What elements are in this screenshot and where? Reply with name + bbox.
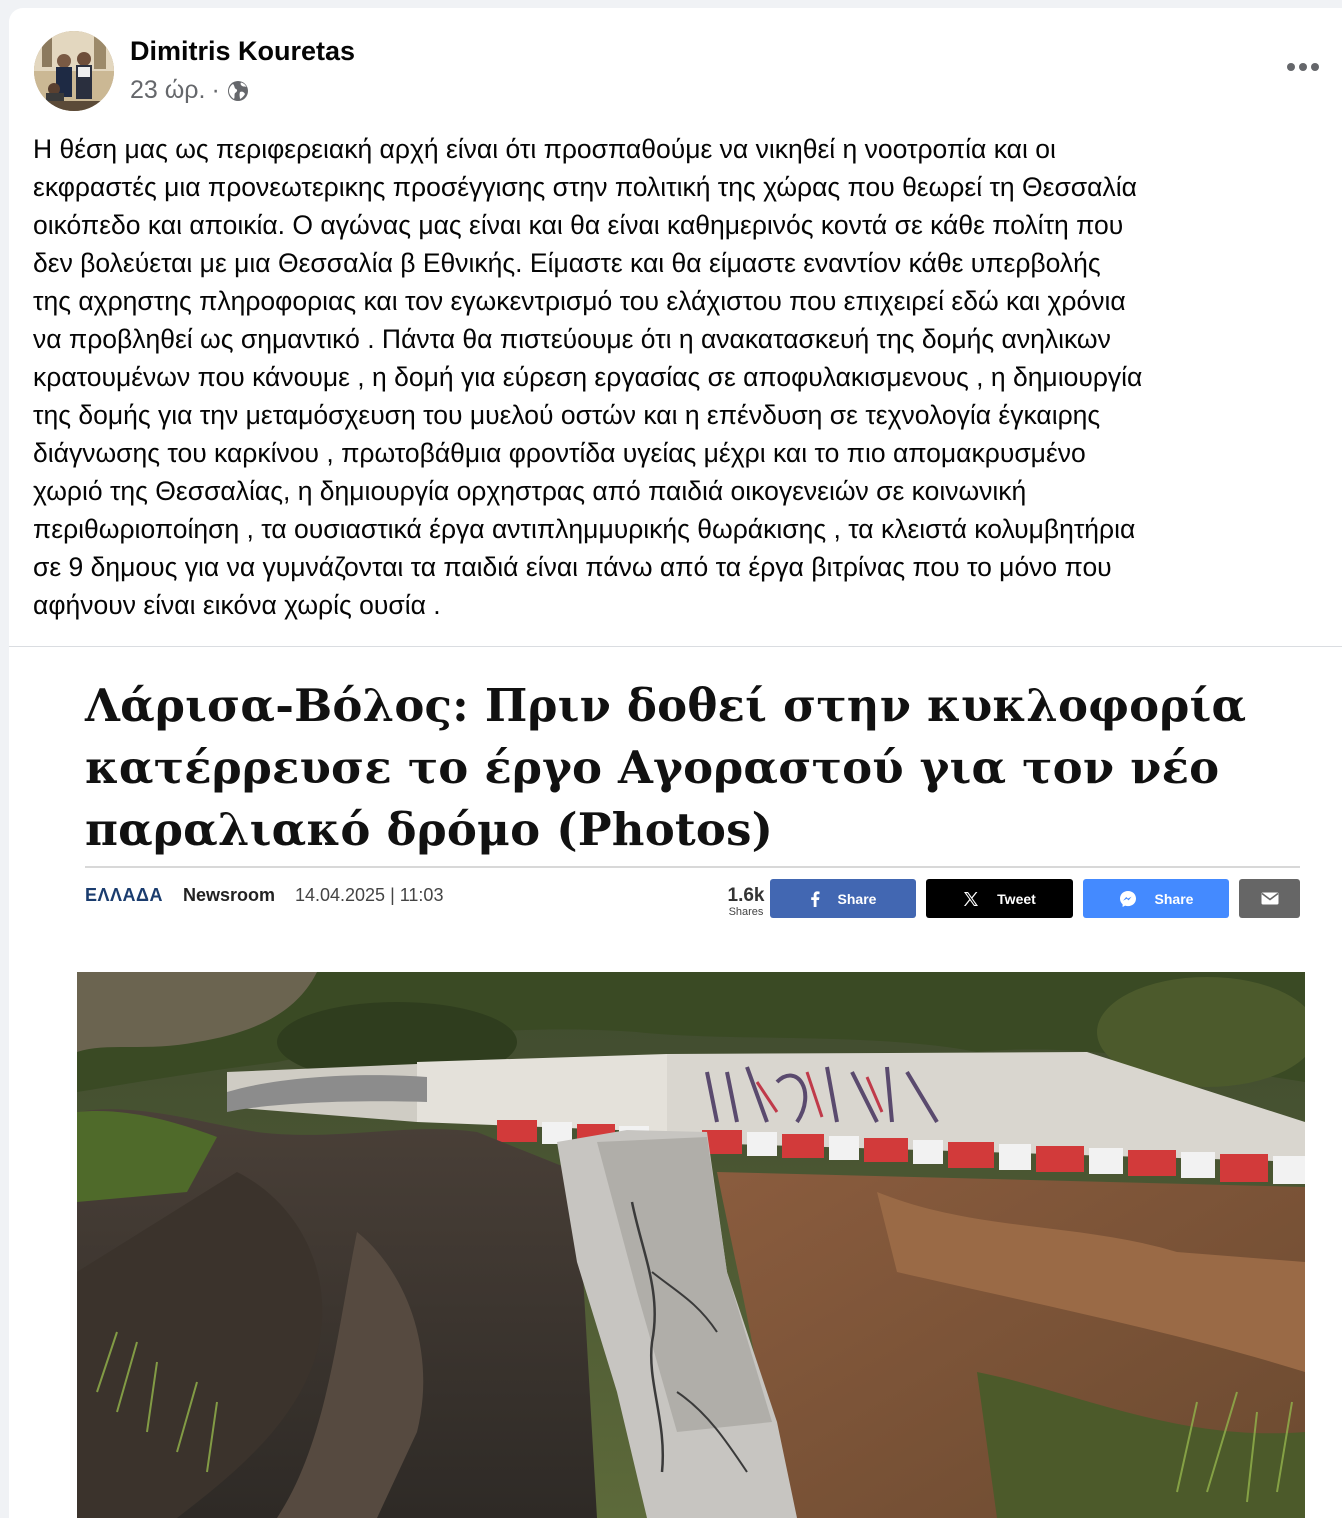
article-photo: [77, 972, 1305, 1518]
x-tweet-button[interactable]: [926, 879, 1073, 918]
post-time[interactable]: 23 ώρ.: [130, 76, 206, 104]
post-meta: [130, 76, 250, 105]
article-headline: Λάρισα-Βόλος: Πριν δοθεί στην κυκλοφορία κατέρρευσε το έργο Αγοραστού για τον νέο παραλιακό δρόμο (Photos): [85, 679, 1247, 856]
author-avatar[interactable]: [34, 31, 114, 111]
facebook-icon: [810, 891, 820, 907]
author-name[interactable]: Dimitris Kouretas: [130, 36, 356, 66]
messenger-share-button[interactable]: [1083, 879, 1229, 918]
share-count: [719, 886, 773, 918]
share-count-label: Shares: [728, 906, 764, 918]
article-date: 14.04.2025 | 11:03: [294, 885, 444, 905]
share-count-number: 1.6k: [727, 885, 765, 906]
more-options-icon[interactable]: [1282, 54, 1324, 80]
x-tweet-label: Tweet: [997, 890, 1036, 907]
email-share-button[interactable]: [1239, 879, 1300, 918]
facebook-share-label: Share: [837, 890, 877, 907]
link-preview-image[interactable]: [9, 647, 1342, 1518]
meta-separator: ·: [211, 76, 220, 104]
facebook-post: [9, 8, 1342, 1518]
globe-icon[interactable]: [226, 79, 250, 103]
post-text: Η θέση μας ως περιφερειακή αρχή είναι ότι προσπαθούμε να νικηθεί η νοοτροπία και οι εκφραστές μια προνεωτερικης προσέγγισης στην πολιτική της χώρας που θεωρεί τη Θεσσαλία οικόπεδο και αποικία. Ο αγώνας μας είναι και θα είναι καθημερινός κοντά σε κάθε πολίτη που δεν βολεύεται με μια Θεσσαλία β Εθνικής. Είμαστε και θα είμαστε εναντίον κάθε υπερβολής της αχρηστης πληροφοριας και τον εγωκεντρισμό του ελάχιστου που επιχειρεί εδώ και χρόνια να προβληθεί ως σημαντικό . Πάντα θα πιστεύουμε ότι η ανακατασκευή της δομής ανηλικων κρατουμένων που κάνουμε , η δομή για εύρεση εργασίας σε αποφυλακισμενους , η δημιουργία της δομής για την μεταμόσχευση του μυελού οστών και η επένδυση σε τεχνολογία έγκαιρης διάγνωσης του καρκίνου , πρωτοβάθμια φροντίδα υγείας μέχρι και το πιο απομακρυσμένο χωριό της Θεσσαλίας, η δημιουργία ορχηστρας από παιδιά οικογενειών σε κοινωνική περιθωριοποίηση , τα ουσιαστικά έργα αντιπλημμυρικής θωράκισης , τα κλειστά κολυμβητήρια σε 9 δημους για να γυμνάζονται τα παιδιά είναι πάνω από τα έργα βιτρίνας που το μόνο που αφήνουν είναι εικόνα χωρίς ουσία .: [33, 134, 1143, 620]
messenger-icon: [1119, 890, 1137, 908]
collapsed-road-photo: [77, 972, 1305, 1518]
headline-rule: [85, 866, 1300, 868]
email-icon: [1261, 892, 1279, 905]
messenger-share-label: Share: [1154, 890, 1194, 907]
facebook-share-button[interactable]: [770, 879, 916, 918]
post-header: [9, 8, 1342, 128]
article-category: ΕΛΛΑΔΑ: [85, 885, 163, 905]
article-author: Newsroom: [182, 885, 275, 905]
article-byline: [85, 885, 443, 906]
x-icon: [963, 891, 979, 907]
